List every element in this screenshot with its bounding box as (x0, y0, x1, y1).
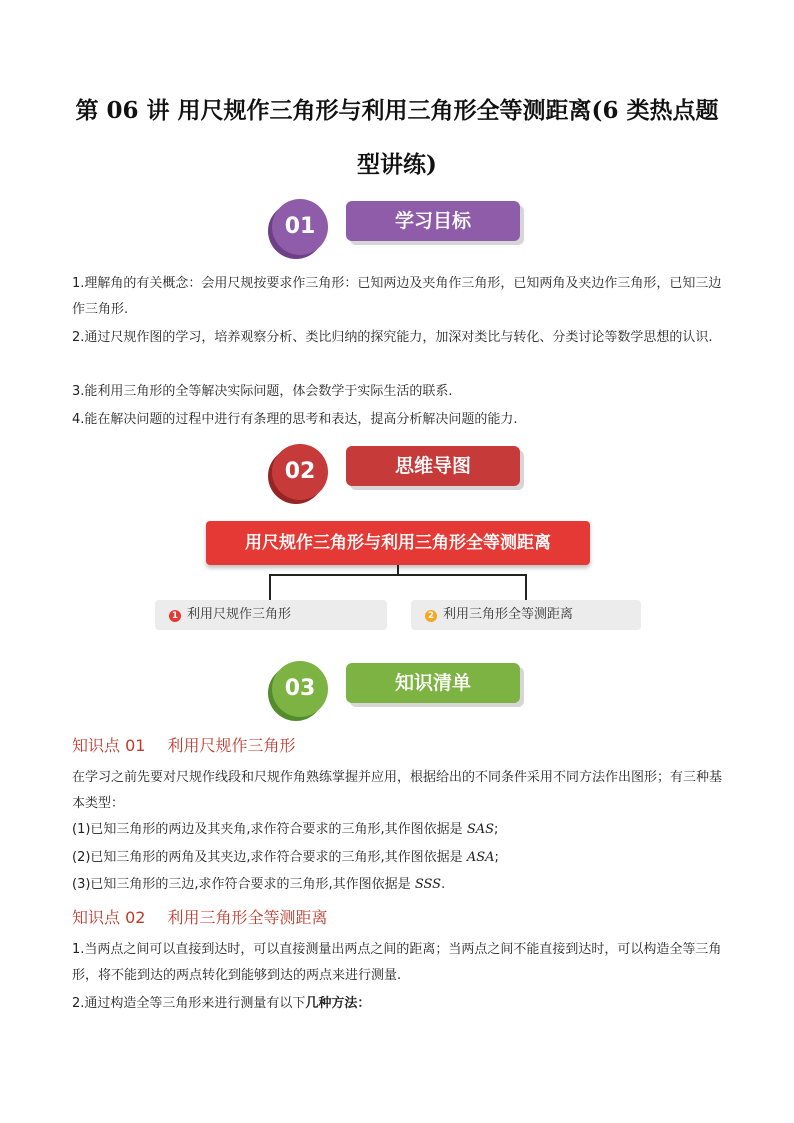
section-label: 知识清单 (346, 663, 520, 703)
mindmap-connectors (0, 565, 794, 605)
section-number: 02 (284, 459, 316, 484)
section-header-knowledge (270, 659, 530, 719)
objective-3: 3.能利用三角形的全等解决实际问题，体会数学于实际生活的联系. (72, 384, 453, 399)
page-title-line-2: 型讲练) (357, 151, 437, 178)
objective-2: 2.通过尺规作图的学习，培养观察分析、类比归纳的探究能力，加深对类比与转化、分类讨论等数学思想的认识. (72, 330, 713, 345)
criterion-sss: SSS (414, 877, 442, 892)
section-label: 思维导图 (346, 446, 520, 486)
knowledge-1-item-3: (3)已知三角形的三边,求作符合要求的三角形,其作图依据是 SSS. (72, 877, 446, 892)
mindmap-root: 用尺规作三角形与利用三角形全等测距离 (206, 521, 590, 565)
objective-4: 4.能在解决问题的过程中进行有条理的思考和表达，提高分析解决问题的能力. (72, 412, 518, 427)
knowledge-point-title: 利用三角形全等测距离 (167, 908, 328, 927)
criterion-asa: ASA (466, 850, 495, 865)
section-number: 03 (284, 676, 316, 701)
knowledge-point-heading-2 (72, 905, 327, 928)
knowledge-point-tag: 知识点 02 (72, 908, 146, 927)
criterion-sas: SAS (466, 822, 495, 837)
knowledge-1-intro: 在学习之前先要对尺规作线段和尺规作角熟练掌握并应用，根据给出的不同条件采用不同方法作出图形；有三种基本类型： (72, 770, 723, 811)
page-title-line-1: 第 06 讲 用尺规作三角形与利用三角形全等测距离(6 类热点题 (75, 97, 719, 124)
section-header-mindmap (270, 442, 530, 502)
section-number: 01 (284, 214, 316, 239)
knowledge-point-heading-1 (72, 733, 295, 756)
knowledge-point-title: 利用尺规作三角形 (167, 736, 296, 755)
mindmap-branch-2 (411, 600, 641, 630)
mindmap-branch-1 (155, 600, 387, 630)
branch-number-badge: 2 (425, 610, 437, 622)
branch-label: 利用三角形全等测距离 (443, 607, 574, 622)
knowledge-2-paragraph-1: 1.当两点之间可以直接到达时，可以直接测量出两点之间的距离；当两点之间不能直接到达时，可以构造全等三角形，将不能到达的两点转化到能够到达的两点来进行测量. (72, 942, 722, 983)
knowledge-1-item-2: (2)已知三角形的两角及其夹边,求作符合要求的三角形,其作图依据是 ASA; (72, 850, 499, 865)
objective-1: 1.理解角的有关概念：会用尺规按要求作三角形：已知两边及夹角作三角形，已知两角及夹边作三角形，已知三边作三角形. (72, 276, 722, 317)
branch-label: 利用尺规作三角形 (187, 607, 292, 622)
knowledge-2-paragraph-2: 2.通过构造全等三角形来进行测量有以下几种方法： (72, 996, 371, 1011)
page-title (60, 84, 734, 192)
branch-number-badge: 1 (169, 610, 181, 622)
section-header-objectives (270, 197, 530, 257)
knowledge-point-tag: 知识点 01 (72, 736, 146, 755)
knowledge-1-item-1: (1)已知三角形的两边及其夹角,求作符合要求的三角形,其作图依据是 SAS; (72, 822, 499, 837)
section-label: 学习目标 (346, 201, 520, 241)
